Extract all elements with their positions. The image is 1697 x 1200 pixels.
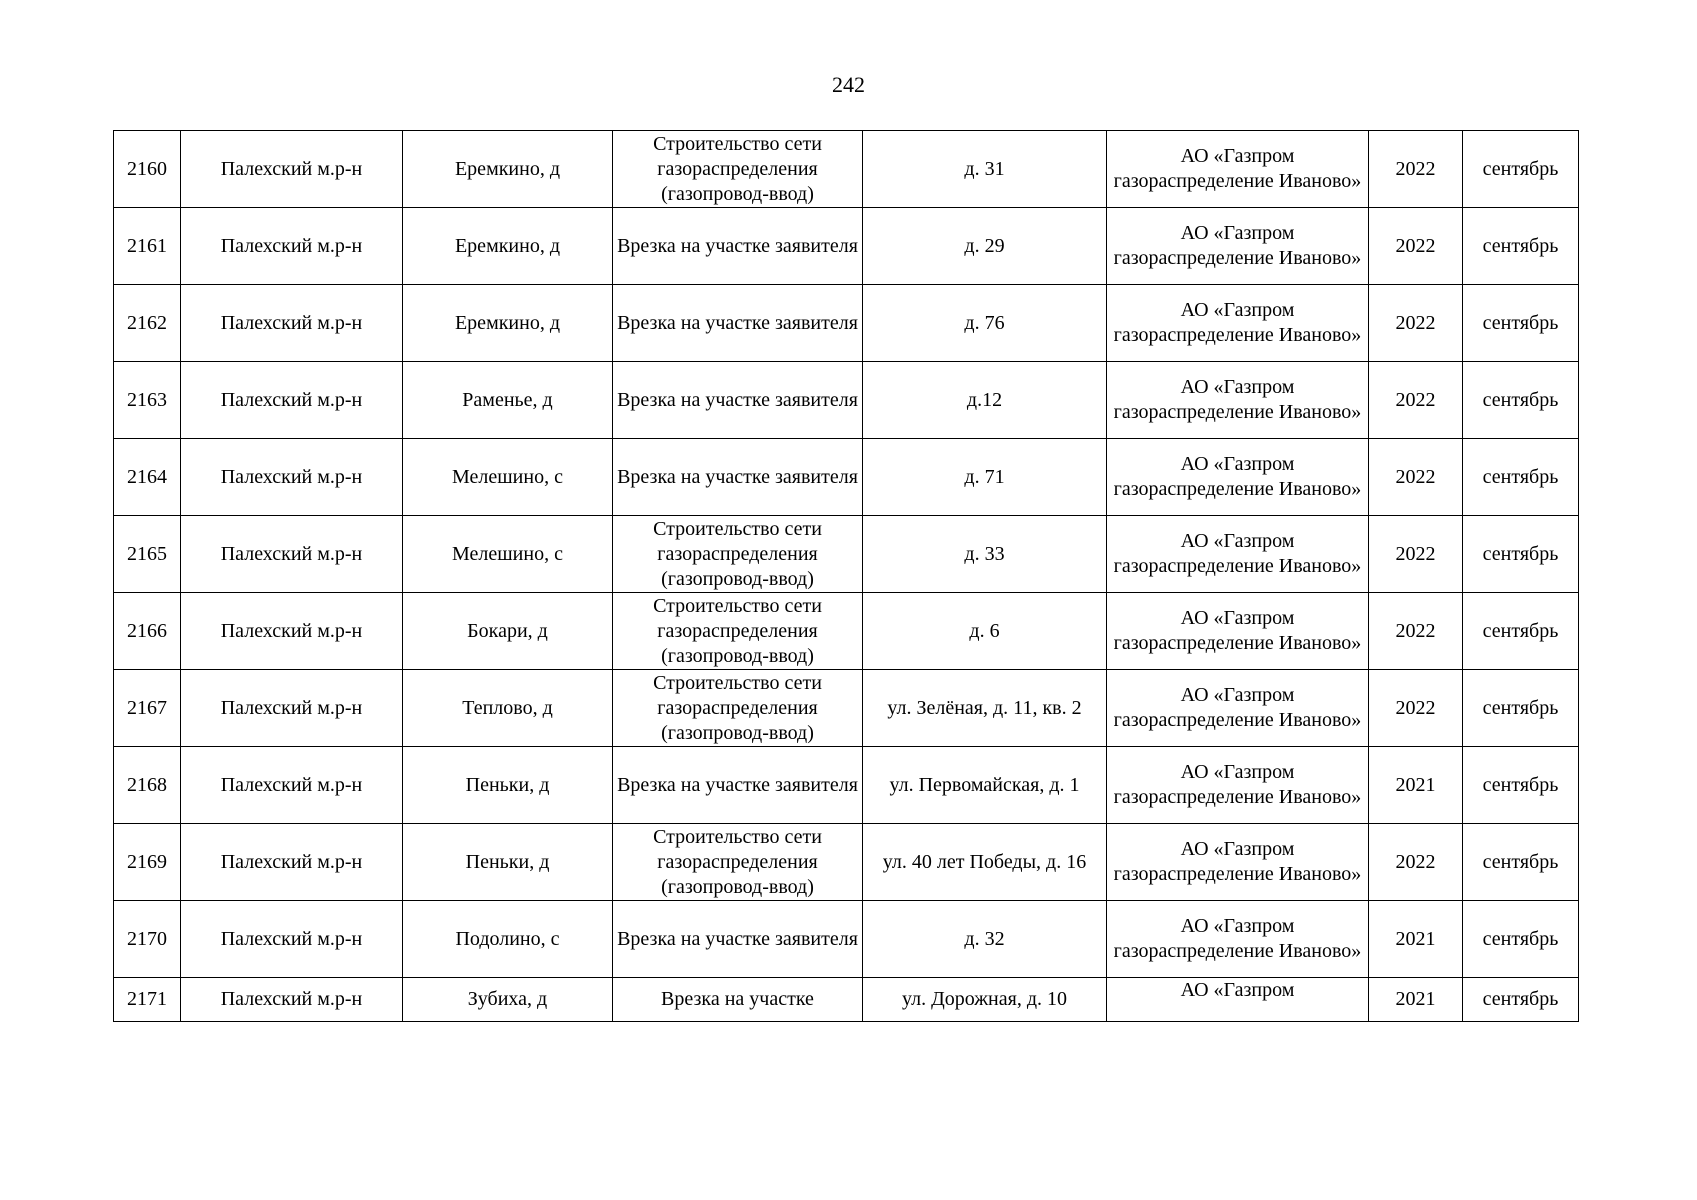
cell-org: АО «Газпром газораспределение Иваново» bbox=[1107, 362, 1369, 439]
cell-address: д. 33 bbox=[863, 516, 1107, 593]
cell-num: 2163 bbox=[114, 362, 181, 439]
cell-num: 2160 bbox=[114, 131, 181, 208]
cell-district: Палехский м.р-н bbox=[181, 978, 403, 1022]
table-row bbox=[114, 131, 1579, 208]
cell-year: 2022 bbox=[1369, 593, 1463, 670]
table-row bbox=[114, 978, 1579, 1022]
cell-month: сентябрь bbox=[1463, 285, 1579, 362]
cell-address: д. 71 bbox=[863, 439, 1107, 516]
cell-month: сентябрь bbox=[1463, 131, 1579, 208]
cell-month: сентябрь bbox=[1463, 824, 1579, 901]
cell-year: 2021 bbox=[1369, 901, 1463, 978]
cell-month: сентябрь bbox=[1463, 747, 1579, 824]
cell-address: д. 29 bbox=[863, 208, 1107, 285]
cell-address: ул. 40 лет Победы, д. 16 bbox=[863, 824, 1107, 901]
table-row bbox=[114, 593, 1579, 670]
cell-org: АО «Газпром газораспределение Иваново» bbox=[1107, 208, 1369, 285]
table-row bbox=[114, 824, 1579, 901]
cell-locality: Пеньки, д bbox=[403, 747, 613, 824]
cell-district: Палехский м.р-н bbox=[181, 131, 403, 208]
cell-work: Строительство сети газораспределения (газопровод-ввод) bbox=[613, 824, 863, 901]
cell-num: 2170 bbox=[114, 901, 181, 978]
cell-num: 2169 bbox=[114, 824, 181, 901]
cell-num: 2161 bbox=[114, 208, 181, 285]
cell-year: 2022 bbox=[1369, 285, 1463, 362]
cell-locality: Бокари, д bbox=[403, 593, 613, 670]
cell-district: Палехский м.р-н bbox=[181, 670, 403, 747]
cell-year: 2022 bbox=[1369, 131, 1463, 208]
cell-locality: Зубиха, д bbox=[403, 978, 613, 1022]
cell-district: Палехский м.р-н bbox=[181, 516, 403, 593]
cell-org: АО «Газпром газораспределение Иваново» bbox=[1107, 285, 1369, 362]
cell-district: Палехский м.р-н bbox=[181, 439, 403, 516]
cell-org: АО «Газпром газораспределение Иваново» bbox=[1107, 824, 1369, 901]
cell-year: 2022 bbox=[1369, 670, 1463, 747]
gasification-table bbox=[113, 130, 1579, 1022]
cell-num: 2165 bbox=[114, 516, 181, 593]
cell-district: Палехский м.р-н bbox=[181, 362, 403, 439]
cell-locality: Пеньки, д bbox=[403, 824, 613, 901]
cell-district: Палехский м.р-н bbox=[181, 593, 403, 670]
cell-year: 2022 bbox=[1369, 362, 1463, 439]
cell-org: АО «Газпром газораспределение Иваново» bbox=[1107, 747, 1369, 824]
cell-address: ул. Дорожная, д. 10 bbox=[863, 978, 1107, 1022]
cell-work: Строительство сети газораспределения (газопровод-ввод) bbox=[613, 670, 863, 747]
cell-num: 2164 bbox=[114, 439, 181, 516]
cell-year: 2022 bbox=[1369, 824, 1463, 901]
cell-work: Врезка на участке заявителя bbox=[613, 747, 863, 824]
cell-year: 2021 bbox=[1369, 747, 1463, 824]
cell-num: 2171 bbox=[114, 978, 181, 1022]
cell-num: 2166 bbox=[114, 593, 181, 670]
table-row bbox=[114, 747, 1579, 824]
cell-work: Врезка на участке заявителя bbox=[613, 901, 863, 978]
cell-year: 2022 bbox=[1369, 208, 1463, 285]
cell-address: д.12 bbox=[863, 362, 1107, 439]
cell-work: Строительство сети газораспределения (газопровод-ввод) bbox=[613, 131, 863, 208]
cell-work: Врезка на участке заявителя bbox=[613, 285, 863, 362]
table-row bbox=[114, 516, 1579, 593]
cell-address: ул. Первомайская, д. 1 bbox=[863, 747, 1107, 824]
cell-work: Врезка на участке bbox=[613, 978, 863, 1022]
table-row bbox=[114, 439, 1579, 516]
cell-locality: Еремкино, д bbox=[403, 285, 613, 362]
cell-work: Врезка на участке заявителя bbox=[613, 208, 863, 285]
cell-address: д. 31 bbox=[863, 131, 1107, 208]
table-row bbox=[114, 901, 1579, 978]
cell-org: АО «Газпром газораспределение Иваново» bbox=[1107, 439, 1369, 516]
table-row bbox=[114, 285, 1579, 362]
cell-district: Палехский м.р-н bbox=[181, 285, 403, 362]
cell-month: сентябрь bbox=[1463, 593, 1579, 670]
cell-month: сентябрь bbox=[1463, 208, 1579, 285]
cell-org: АО «Газпром газораспределение Иваново» bbox=[1107, 131, 1369, 208]
cell-num: 2167 bbox=[114, 670, 181, 747]
cell-month: сентябрь bbox=[1463, 516, 1579, 593]
cell-address: д. 6 bbox=[863, 593, 1107, 670]
cell-month: сентябрь bbox=[1463, 901, 1579, 978]
cell-num: 2168 bbox=[114, 747, 181, 824]
cell-org: АО «Газпром газораспределение Иваново» bbox=[1107, 593, 1369, 670]
table-row bbox=[114, 208, 1579, 285]
table-body bbox=[114, 131, 1579, 1022]
cell-num: 2162 bbox=[114, 285, 181, 362]
cell-month: сентябрь bbox=[1463, 439, 1579, 516]
cell-year: 2022 bbox=[1369, 439, 1463, 516]
cell-org: АО «Газпром газораспределение Иваново» bbox=[1107, 670, 1369, 747]
cell-org: АО «Газпром газораспределение Иваново» bbox=[1107, 901, 1369, 978]
cell-year: 2022 bbox=[1369, 516, 1463, 593]
cell-org: АО «Газпром газораспределение Иваново» bbox=[1107, 516, 1369, 593]
page-number: 242 bbox=[832, 72, 865, 97]
cell-locality: Теплово, д bbox=[403, 670, 613, 747]
cell-district: Палехский м.р-н bbox=[181, 208, 403, 285]
table-row bbox=[114, 362, 1579, 439]
cell-address: д. 76 bbox=[863, 285, 1107, 362]
cell-district: Палехский м.р-н bbox=[181, 824, 403, 901]
cell-work: Врезка на участке заявителя bbox=[613, 439, 863, 516]
cell-month: сентябрь bbox=[1463, 978, 1579, 1022]
cell-district: Палехский м.р-н bbox=[181, 901, 403, 978]
cell-month: сентябрь bbox=[1463, 362, 1579, 439]
cell-address: ул. Зелёная, д. 11, кв. 2 bbox=[863, 670, 1107, 747]
cell-locality: Еремкино, д bbox=[403, 208, 613, 285]
cell-locality: Еремкино, д bbox=[403, 131, 613, 208]
cell-work: Врезка на участке заявителя bbox=[613, 362, 863, 439]
cell-year: 2021 bbox=[1369, 978, 1463, 1022]
table-row bbox=[114, 670, 1579, 747]
cell-address: д. 32 bbox=[863, 901, 1107, 978]
cell-locality: Мелешино, с bbox=[403, 516, 613, 593]
cell-district: Палехский м.р-н bbox=[181, 747, 403, 824]
cell-org: АО «Газпром bbox=[1107, 978, 1369, 1022]
cell-work: Строительство сети газораспределения (газопровод-ввод) bbox=[613, 516, 863, 593]
cell-locality: Подолино, с bbox=[403, 901, 613, 978]
cell-work: Строительство сети газораспределения (газопровод-ввод) bbox=[613, 593, 863, 670]
cell-locality: Мелешино, с bbox=[403, 439, 613, 516]
cell-locality: Раменье, д bbox=[403, 362, 613, 439]
cell-month: сентябрь bbox=[1463, 670, 1579, 747]
